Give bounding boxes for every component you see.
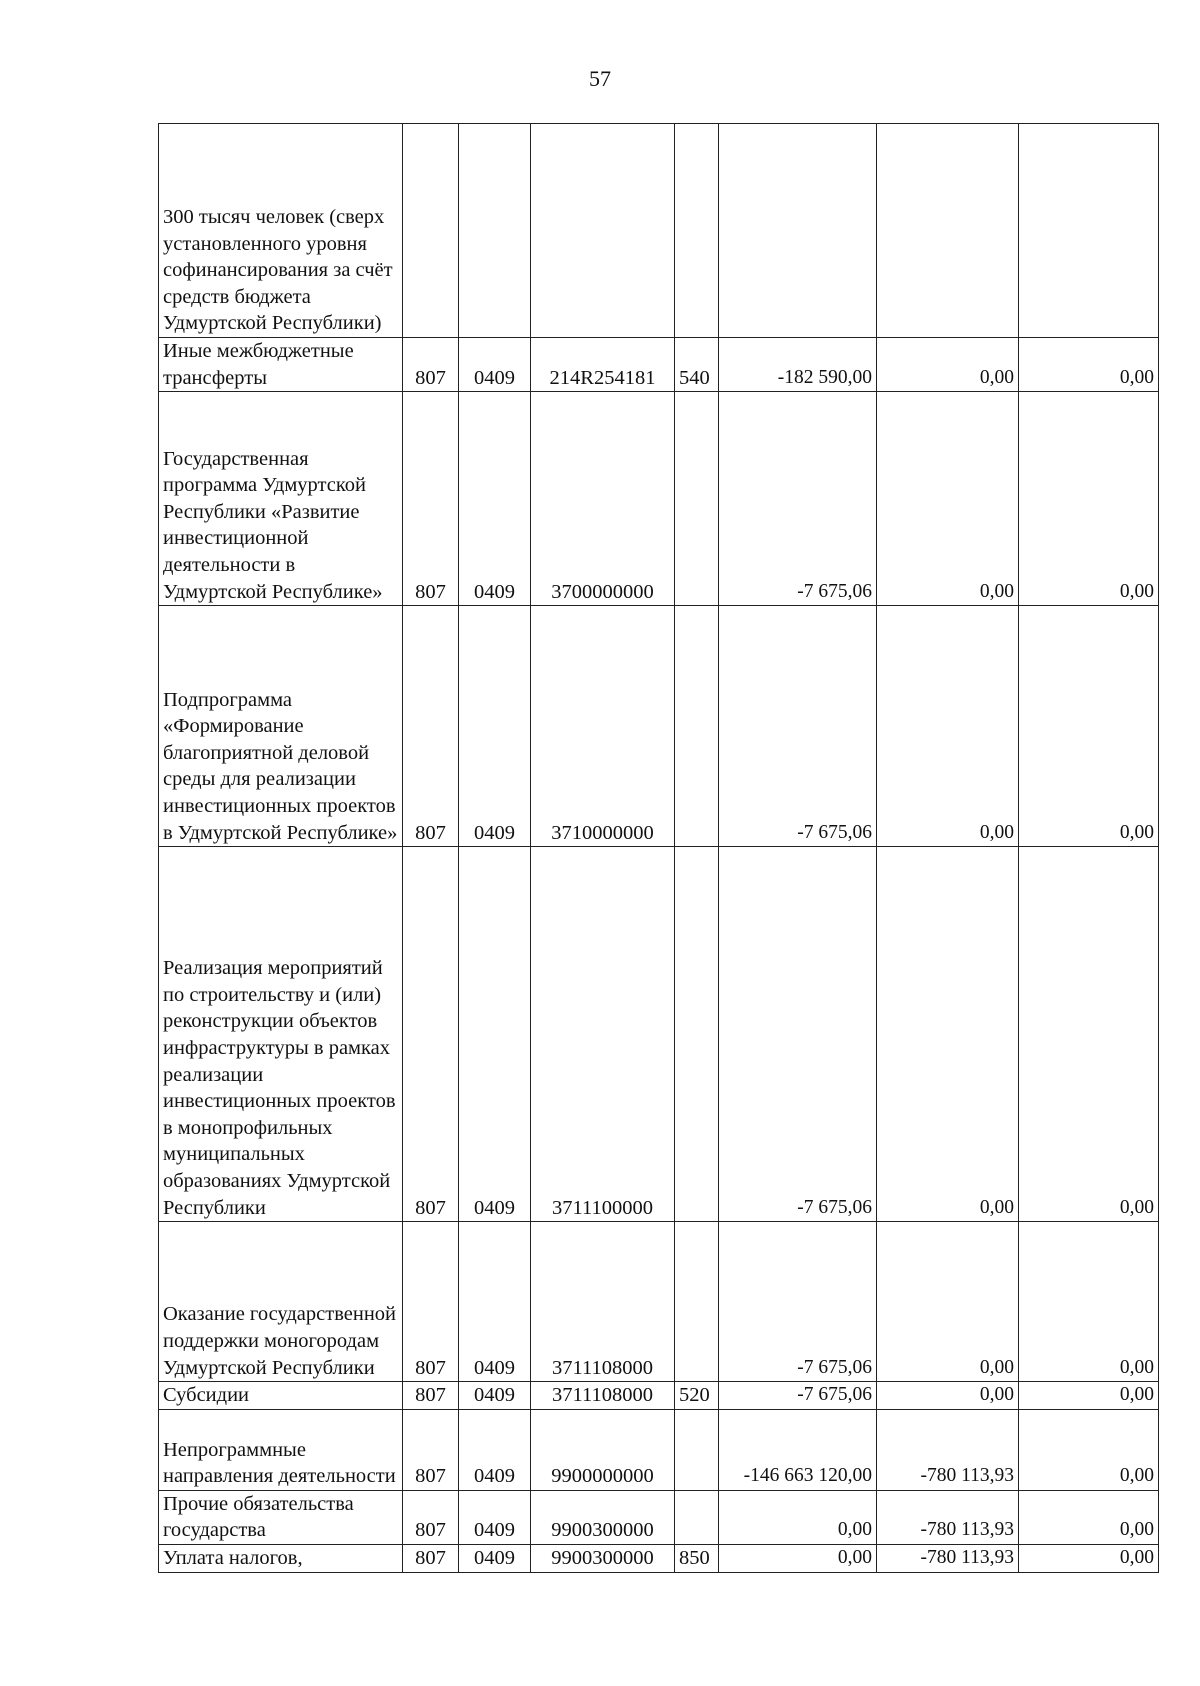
row-expense-type [675,1222,719,1382]
row-grbs: 807 [403,1222,459,1382]
row-expense-type: 520 [675,1382,719,1410]
row-grbs [403,124,459,338]
row-grbs: 807 [403,1490,459,1544]
row-grbs: 807 [403,392,459,606]
row-target-article: 9900300000 [531,1490,675,1544]
row-sum-1: -7 675,06 [719,847,877,1222]
row-grbs: 807 [403,338,459,392]
row-sum-3: 0,00 [1019,1409,1159,1490]
row-sum-3: 0,00 [1019,847,1159,1222]
row-sum-3: 0,00 [1019,1222,1159,1382]
row-sum-3: 0,00 [1019,338,1159,392]
row-expense-type [675,124,719,338]
row-name: Оказание государственной поддержки моногородам Удмуртской Республики [159,1222,403,1382]
row-name: Подпрограмма «Формирование благоприятной деловой среды для реализации инвестиционных проектов в Удмуртской Республике» [159,606,403,847]
row-sum-2 [877,124,1019,338]
row-grbs: 807 [403,1382,459,1410]
table-row [159,1490,1159,1544]
row-sum-2: 0,00 [877,847,1019,1222]
row-name: Реализация мероприятий по строительству и (или) реконструкции объектов инфраструктуры в рамках реализации инвестиционных проектов в монопрофильных муниципальных образованиях Удмуртской Республики [159,847,403,1222]
row-section: 0409 [459,1222,531,1382]
row-target-article: 9900000000 [531,1409,675,1490]
row-expense-type [675,392,719,606]
row-sum-3: 0,00 [1019,1490,1159,1544]
row-section: 0409 [459,1409,531,1490]
row-section: 0409 [459,392,531,606]
row-sum-1: 0,00 [719,1544,877,1572]
row-section: 0409 [459,847,531,1222]
row-target-article: 9900300000 [531,1544,675,1572]
row-sum-2: 0,00 [877,1222,1019,1382]
row-expense-type [675,606,719,847]
table-row [159,1222,1159,1382]
row-grbs: 807 [403,1544,459,1572]
row-sum-1: -182 590,00 [719,338,877,392]
row-target-article [531,124,675,338]
row-sum-1: -7 675,06 [719,1382,877,1410]
row-grbs: 807 [403,606,459,847]
table-row [159,124,1159,338]
row-section: 0409 [459,1544,531,1572]
table-row [159,847,1159,1222]
row-name: Субсидии [159,1382,403,1410]
row-sum-2: -780 113,93 [877,1490,1019,1544]
row-sum-3: 0,00 [1019,606,1159,847]
table-row [159,1544,1159,1572]
table-row [159,1382,1159,1410]
row-expense-type: 540 [675,338,719,392]
row-sum-1: -146 663 120,00 [719,1409,877,1490]
row-target-article: 3711108000 [531,1382,675,1410]
row-sum-2: 0,00 [877,1382,1019,1410]
budget-table-body [159,124,1159,1573]
table-row [159,338,1159,392]
row-sum-2: -780 113,93 [877,1544,1019,1572]
row-sum-2: 0,00 [877,392,1019,606]
row-name: Иные межбюджетные трансферты [159,338,403,392]
row-target-article: 3711100000 [531,847,675,1222]
row-sum-1: 0,00 [719,1490,877,1544]
row-sum-1: -7 675,06 [719,606,877,847]
row-expense-type [675,847,719,1222]
row-grbs: 807 [403,1409,459,1490]
table-row [159,606,1159,847]
page-number: 57 [589,66,611,91]
row-section: 0409 [459,606,531,847]
row-target-article: 3711108000 [531,1222,675,1382]
row-name: Непрограммные направления деятельности [159,1409,403,1490]
row-name: 300 тысяч человек (сверх установленного уровня софинансирования за счёт средств бюджета Удмуртской Республики) [159,124,403,338]
row-sum-3: 0,00 [1019,1382,1159,1410]
row-section: 0409 [459,1382,531,1410]
row-name: Государственная программа Удмуртской Республики «Развитие инвестиционной деятельности в Удмуртской Республике» [159,392,403,606]
row-target-article: 3700000000 [531,392,675,606]
row-section: 0409 [459,338,531,392]
row-expense-type [675,1409,719,1490]
table-row [159,392,1159,606]
row-sum-2: -780 113,93 [877,1409,1019,1490]
row-sum-1: -7 675,06 [719,1222,877,1382]
table-row [159,1409,1159,1490]
row-sum-2: 0,00 [877,606,1019,847]
row-name: Уплата налогов, [159,1544,403,1572]
row-sum-3: 0,00 [1019,392,1159,606]
row-grbs: 807 [403,847,459,1222]
row-section [459,124,531,338]
row-sum-3: 0,00 [1019,1544,1159,1572]
row-expense-type: 850 [675,1544,719,1572]
row-sum-3 [1019,124,1159,338]
row-name: Прочие обязательства государства [159,1490,403,1544]
row-sum-1 [719,124,877,338]
row-section: 0409 [459,1490,531,1544]
row-expense-type [675,1490,719,1544]
row-sum-2: 0,00 [877,338,1019,392]
budget-table [158,123,1159,1573]
row-sum-1: -7 675,06 [719,392,877,606]
row-target-article: 3710000000 [531,606,675,847]
row-target-article: 214R254181 [531,338,675,392]
